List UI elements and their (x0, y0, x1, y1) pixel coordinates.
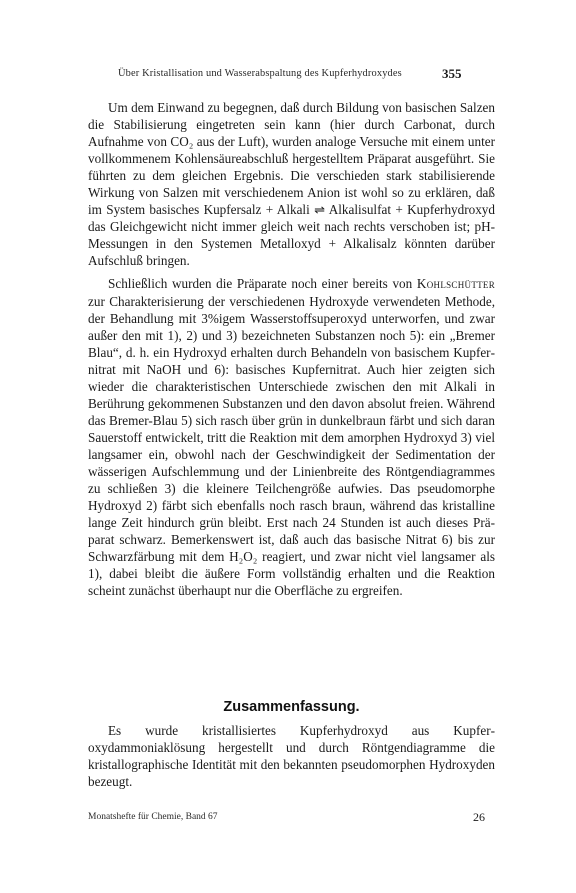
running-head (0, 68, 576, 84)
footer-sheet-number: 26 (473, 810, 485, 824)
page-number: 355 (442, 66, 462, 81)
summary-body (88, 722, 495, 790)
paragraph-stabilization: Um dem Einwand zu begegnen, daß durch Bildung von basischen Salzen die Stabilisierung eingetreten sein kann (hier durch Carbonat, durch Aufnahme von CO₂ aus der Luft), wurden analoge Versuche mit einem unter vollkommenem Kohlensäureabschluß hergestelltem Präparat ausgeführt. Sie führten zu dem gleichen Ergebnis. Die verschieden stark stabilisierende Wirkung von Salzen mit verschiedenem Anion ist wohl so zu erklären, daß im System basisches Kupfersalz + Alkali ⇌ Alkalisulfat + Kupferhydroxyd das Gleichgewicht nicht immer gleich weit nach rechts verschoben ist; pH-Messungen in den Systemen Metalloxyd + Alkalisalz könnten darüber Aufschluß bringen. (88, 100, 495, 269)
paragraph-peroxide-test-prefix: Schließlich wurden die Präparate noch einer bereits von (108, 276, 413, 292)
author-name-kohlschuetter: Kohlschütter (416, 276, 496, 292)
paragraph-peroxide-test (88, 275, 495, 599)
summary-paragraph: Es wurde kristallisiertes Kupferhydroxyd aus Kupferoxydammoniaklösung hergestellt und durch Röntgendiagramme die kristallographische Identität mit den bekannten pseudomorphen Hydroxyden bezeugt. (88, 723, 495, 790)
article-body (88, 99, 495, 599)
section-heading-summary: Zusammenfassung. (223, 699, 360, 715)
footer-journal: Monatshefte für Chemie, Band 67 (88, 812, 218, 822)
paragraph-peroxide-test-rest: zur Charakterisierung der verschiedenen Hydroxyde verwendeten Methode, der Behandlung mit 3%igem Wasserstoffsuperoxyd unterworfen, und zwar außer den mit 1), 2) und 3) bezeichneten Substanzen noch 5): ein „Bremer Blau“, d. h. ein Hydroxyd erhalten durch Behandeln von basischem Kupfernitrat mit NaOH und 6): basisches Kupfernitrat. Auch hier zeigten sich wieder die charakteristischen Unterschiede zwischen den mit Alkali in Berührung gekommenen Substanzen und den davon absolut freien. Während das Bremer-Blau 5) sich rasch über grün in dunkelbraun färbt und sich daran Sauerstoff entwickelt, tritt die Reaktion mit dem amorphen Hydroxyd 3) viel langsamer ein, obwohl nach der Geschwindigkeit der Sedimentation der wässerigen Aufschlemmung und der Linienbreite des Röntgendiagrammes zu schließen 3) die kleinere Teilchengröße aufwies. Das pseudomorphe Hydroxyd 2) färbt sich ebenfalls noch rasch braun, während das kristalline lange Zeit hindurch grün bleibt. Erst nach 24 Stunden ist auch dieses Präparat schwarz. Bemerkenswert ist, daß auch das basische Nitrat 6) bis zur Schwarzfärbung mit dem H₂O₂ reagiert, und zwar nicht viel langsamer als 1), dabei bleibt die äußere Form vollständig erhalten und die Reaktion scheint zunächst überhaupt nur die Oberfläche zu ergreifen. (88, 293, 495, 599)
running-head-title: Über Kristallisation und Wasserabspaltung des Kupferhydroxydes (118, 68, 402, 79)
